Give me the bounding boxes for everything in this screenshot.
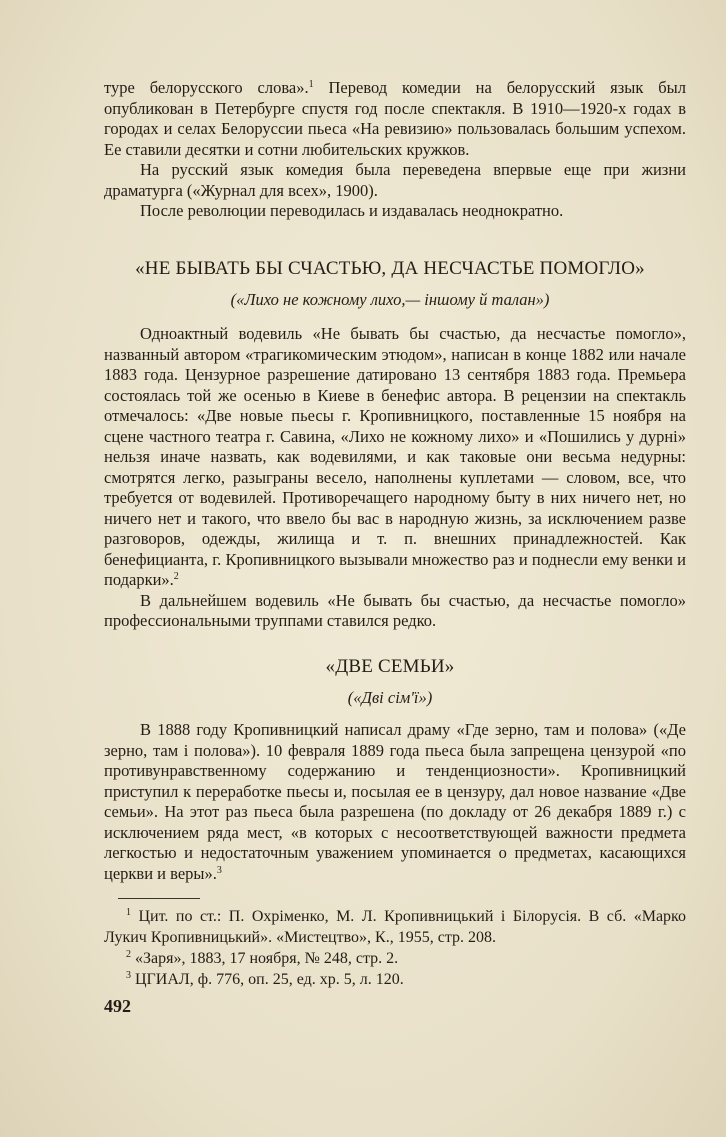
footnote-1 <box>104 906 686 948</box>
footnote-divider <box>118 898 200 899</box>
section-1-subtitle: («Лихо не кожному лихо,— іншому й талан») <box>230 290 550 309</box>
footnote-ref-1: 1 <box>308 79 314 90</box>
section-2-text <box>104 720 686 884</box>
section-2-paragraph-1-text: В 1888 году Кропивницкий написал драму «Где зерно, там и полова» («Де зерно, там і полова»). 10 февраля 1889 года пьеса была запрещена цензурой «по противунравственному содержанию и тенденциозности». Кропивницкий приступил к переработке пьесы и, посылая ее в цензуру, дал новое название «Две семьи». На этот раз пьеса была разрешена (по докладу от 26 декабря 1889 г.) с исключением ряда мест, «в которых с несоответствующей важности предмета легкостью и недостаточным уважением упоминается о предметах, касающихся церкви и веры». <box>104 720 686 883</box>
footnote-2 <box>104 948 686 969</box>
footnote-1-text: Цит. по ст.: П. Охріменко, М. Л. Кропивницький і Білорусія. В сб. «Марко Лукич Кропивницький». «Мистецтво», К., 1955, стр. 208. <box>104 908 687 946</box>
intro-paragraph-1-rest: Перевод комедии на белорусский язык был опубликован в Петербурге спустя год после спектакля. В 1910—1920-х годах в городах и селах Белоруссии пьеса «На ревизию» пользовалась большим успехом. Ее ставили десятки и сотни любительских кружков. <box>104 78 686 159</box>
section-1-text <box>104 324 686 632</box>
intro-paragraph-2: На русский язык комедия была переведена впервые еще при жизни драматурга («Журнал для всех», 1900). <box>104 160 686 200</box>
section-2-paragraph-1 <box>104 720 686 884</box>
footnote-ref-3: 3 <box>216 864 222 876</box>
footnote-2-text: «Заря», 1883, 17 ноября, № 248, стр. 2. <box>135 950 399 967</box>
section-1-paragraph-2: В дальнейшем водевиль «Не бывать бы счастью, да несчастье помогло» профессиональными труппами ставился редко. <box>104 590 686 630</box>
footnote-3 <box>104 969 686 990</box>
footnote-3-text: ЦГИАЛ, ф. 776, оп. 25, ед. хр. 5, л. 120. <box>135 971 404 988</box>
section-2-title: «ДВЕ СЕМЬИ» <box>325 656 455 677</box>
footnotes <box>104 906 686 990</box>
footnote-1-mark: 1 <box>126 907 131 918</box>
intro-text <box>104 78 686 222</box>
intro-paragraph-1-text: туре белорусского слова». <box>104 78 309 97</box>
footnote-2-mark: 2 <box>126 949 131 960</box>
footnote-3-mark: 3 <box>126 970 131 981</box>
section-1-paragraph-1 <box>104 324 686 591</box>
section-2-subtitle: («Дві сім'ї») <box>347 688 433 707</box>
intro-paragraph-1 <box>104 78 686 160</box>
section-1-title: «НЕ БЫВАТЬ БЫ СЧАСТЬЮ, ДА НЕСЧАСТЬЕ ПОМОГЛО» <box>135 258 645 279</box>
footnote-ref-2: 2 <box>173 571 179 582</box>
section-1-paragraph-1-text: Одноактный водевиль «Не бывать бы счастью, да несчастье помогло», названный автором «трагикомическим этюдом», написан в конце 1882 или начале 1883 года. Цензурное разрешение датировано 13 сентября 1883 года. Премьера состоялась той же осенью в Киеве в бенефис автора. В рецензии на спектакль отмечалось: «Две новые пьесы г. Кропивницкого, поставленные 15 ноября на сцене частного театра г. Савина, «Лихо не кожному лихо» и «Пошились у дурні» нельзя иначе назвать, как водевилями, и как таковые они весьма недурны: смотрятся легко, разыграны весело, наполнены куплетами — словом, все, что требуется от водевилей. Противоречащего народному быту в них ничего нет, но ничего нет и такого, что ввело бы вас в народную жизнь, за исключением разве разговоров, одежды, жилища и т. п. внешних принадлежностей. Как бенефицианта, г. Кропивницкого вызывали множество раз и поднесли ему венки и подарки». <box>104 324 686 589</box>
intro-paragraph-3: После революции переводилась и издавалась неоднократно. <box>140 201 564 220</box>
page-number: 492 <box>104 996 131 1016</box>
